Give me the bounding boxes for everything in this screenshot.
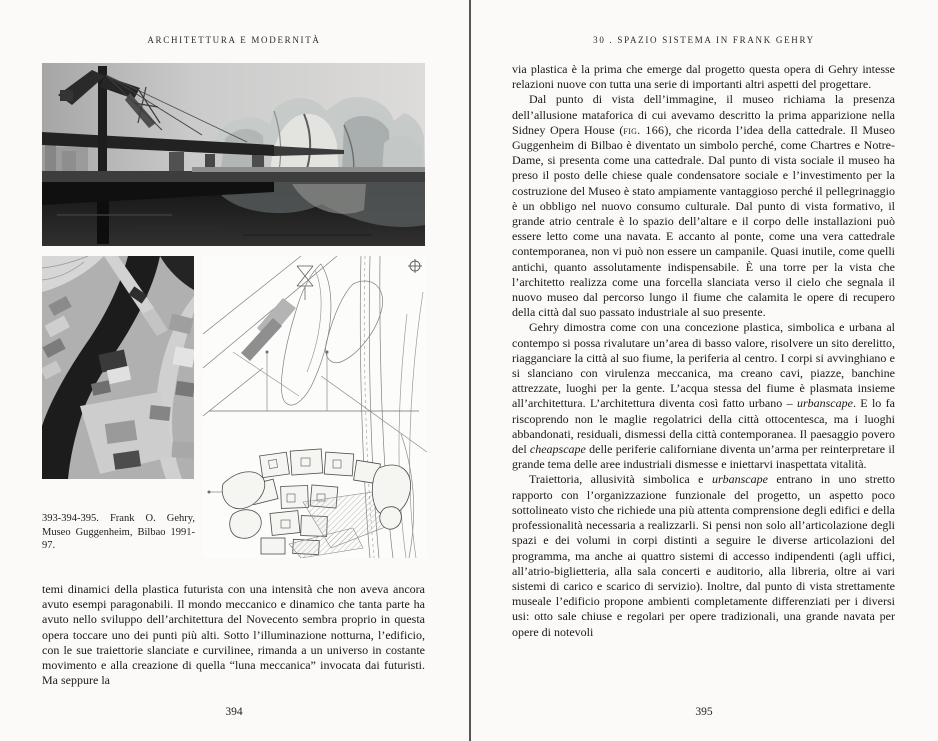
page-gutter-divider [469, 0, 471, 741]
page-number-right: 395 [695, 706, 713, 718]
aerial-site-photo-art [42, 256, 194, 479]
running-head-right: 30 . SPAZIO SISTEMA IN FRANK GEHRY [593, 35, 815, 45]
figure-photo-aerial-site [42, 256, 194, 479]
figure-caption: 393-394-395. Frank O. Gehry, Museo Guggenheim, Bilbao 1991-97. [42, 513, 195, 551]
running-head-left: ARCHITETTURA E MODERNITÀ [147, 35, 321, 45]
page-395 [512, 0, 896, 741]
body-text-left: temi dinamici della plastica futurista con una intensità che non aveva ancora avuto esempi paragonabili. Il mondo meccanico e dinamico che tanta parte ha avuto nello sviluppo dell’architettura del Novecento sembra proprio in questa opera toccare uno dei punti più alti. Sotto l’illuminazione notturna, l’edificio, con le sue traiettorie slanciate e curvilinee, rimanda a un universo in costante movimento e alla creazione di quella “luna meccanica” invocata dai futuristi. Ma seppure la [42, 582, 425, 688]
body-text-right: via plastica è la prima che emerge dal progetto questa opera di Gehry intesse relazioni nuove con tutta una serie di importanti altri aspetti del progettare. Dal punto di vista dell’immagine, il museo richiama la presenza dell’allusione mataforica di cui avevamo descritto la prima apparizione nella Sidney Opera House (fig. 166), che ricorda l’idea della cattedrale. Il Museo Guggenheim di Bilbao è diventato un simbolo perché, come Chartres e Notre-Dame, si presenta come una cattedrale. Dal punto di vista sociale il museo ha preso il posto delle chiese quale condensatore sociale e l’investimento per la costruzione del Museo è stato ampiamente vantaggioso perché il pellegrinaggio è un obbligo nel nuovo consumo culturale. Dal punto di vista formativo, il grande atrio centrale è lo spazio dell’altare e il corpo delle installazioni può essere letto come una navata. E accanto al ponte, come una vera cattedrale contemporanea, non vi può non essere un campanile. Quasi inutile, come quelli antichi, quanto assolutamente indispensabile. È una torre per la vista che l’architetto realizza come una forcella slanciata verso il cielo che segnala il nuovo museo dal percorso lungo il fiume che calamita le opere di recupero della città dal suo passato industriale al suo presente. Gehry dimostra come con una concezione plastica, simbolica e urbana al contempo si possa rivalutare un’area di basso valore, risolvere un sito derelitto, riagganciare la città al suo fiume, la periferia al centro. I corpi si avvinghiano e si slanciano con virulenza meccanica, ma creano cavi, piazze, banchine attrezzate, luoghi per la gente. L’acqua stessa del fiume è plasmata insieme all’architettura. L’architettura diventa così fatto urbano – urbanscape. E lo fa riscoprendo non le maglie regolatrici della città ottocentesca, ma i luoghi abbandonati, residuali, dismessi della città contemporanea. Il paesaggio povero del cheapscape delle periferie californiane diventa un’arma per reinterpretare il grande tema delle aree industriali dismesse e iniettarvi inaspettata vitalità. Traiettoria, allusività simbolica e urbanscape entrano in uno stretto rapporto con l’organizzazione funzionale del progetto, un aspetto poco sottolineato visto che richiede una più attenta comprensione degli edifici e della professionalità necessaria a realizzarli. Si pensi non solo all’articolazione degli spazi e dei volumi in corpi distinti a seguire le diverse articolazioni del programma, ma anche ai quattro sistemi di accesso indipendenti (agli uffici, all’atrio-biglietteria, alla sala concerti e auditorio, alla libreria, oltre ai vari sistemi di carico e scarico di servizio). Inoltre, dal punto di vista strettamente museale l’edificio propone ambienti completamente differenziati per i diversi usi: otto sale chiuse e regolari per opere tradizionali, una grande navata per opere di notevoli [512, 62, 895, 639]
page-number-left: 394 [225, 706, 243, 718]
page-394 [42, 0, 426, 741]
site-plan-drawing-art [203, 256, 427, 558]
figure-drawing-site-plan [203, 256, 427, 558]
museum-bridge-photo-art [42, 63, 425, 246]
figure-photo-museum-bridge [42, 63, 425, 246]
